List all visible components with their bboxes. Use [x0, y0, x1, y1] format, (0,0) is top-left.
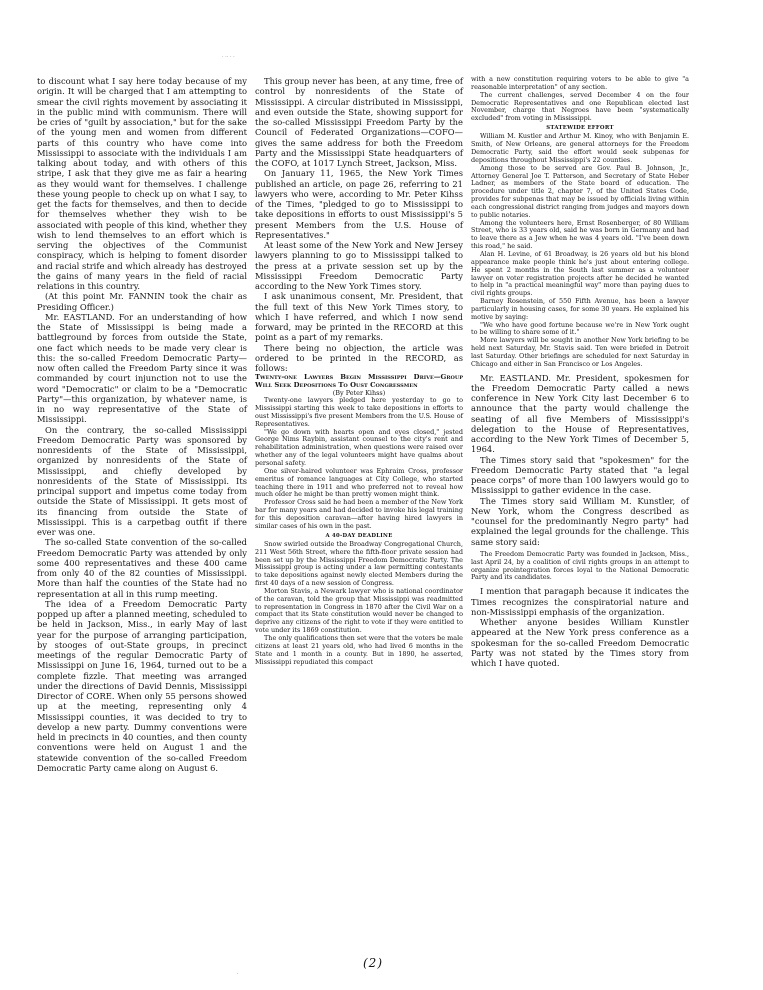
article-subhead: A 40-DAY DEADLINE: [325, 532, 393, 539]
scan-mark-bottom: ·: [237, 971, 239, 977]
paragraph: Among those to be served are Gov. Paul B. Johnson, Jr., Attorney General Joe T. Patterson, and Secretary of State Heber Ladner, as members of the State board of education. The procedure under title 2, chapter 7, of the United States Code, provides for subpenas that may be issued by officials living within each congressional district ranging from judges and mayors down to public notaries.: [471, 163, 689, 219]
column-3: [471, 76, 689, 668]
column-1: [37, 76, 247, 773]
column-2: [255, 76, 463, 666]
paragraph: The Times story said that "spokesmen" for the Freedom Democratic Party stated that "a legal peace corps" of more than 100 lawyers would go to Mississippi to gather evidence in the case.: [471, 454, 689, 496]
paragraph: Morton Stavis, a Newark lawyer who is national coordinator of the caravan, told the group that Mississippi was readmitted to representation in Congress in 1870 after the Civil War on a compact that its State constitution would never be changed to deprive any citizens of the right to vote if they were entitled to vote under its 1869 constitution.: [255, 586, 463, 635]
paragraph: Among the volunteers here, Ernst Rosenberger, of 80 William Street, who is 33 years old, said he was born in Germany and had to leave there as a Jew when he was 4 years old. "I've been down this road," he said.: [471, 218, 689, 251]
page-number: (2): [363, 956, 383, 970]
paragraph: "We go down with hearts open and eyes closed," jested George Nims Raybin, assistant counsel to the city's rent and rehabilitation administration, when questions were raised over whether any of the legal volunteers might have qualms about personal safety.: [255, 427, 463, 467]
speech-section: [471, 373, 689, 547]
inserted-article: [255, 373, 463, 666]
paragraph: Twenty-one lawyers pledged here yesterday to go to Mississippi starting this week to take depositions in efforts to oust Mississippi's five present Members from the U.S. House of Representatives.: [255, 396, 463, 428]
paragraph: Whether anyone besides William Kunstler appeared at the New York press conference as a spokesman for the so-called Freedom Democratic Party was not stated by the Times story from which I have quoted.: [471, 617, 689, 669]
paragraph: Mr. EASTLAND. For an understanding of how the State of Mississippi is being made a battleground by forces from outside the State, one fact which needs to be made very clear is this: the so-called Freedom Democratic Party—now often called the Freedom Party since it was commanded by court injunction not to use the word "Democratic" or claim to be a "Democratic Party"—this organization, by whatever name, is in no way representative of the State of Mississippi.: [37, 311, 247, 425]
quoted-passage: [471, 551, 689, 582]
article-subhead: STATEWIDE EFFORT: [546, 125, 614, 132]
paragraph: The idea of a Freedom Democratic Party popped up after a planned meeting, scheduled to be held in Jackson, Miss., in early May of last year for the purpose of arranging participation, by stooges of out-State groups, in precinct meetings of the regular Democratic Party of Mississippi on June 16, 1964, turned out to be a complete fizzle. That meeting was arranged under the directions of David Dennis, Mississippi Director of CORE. When only 55 persons showed up at the meeting, representing only 4 Mississippi counties, it was decided to try to develop a new party. Dummy conventions were held in precincts in 40 counties, and then county conventions were held on August 1 and the statewide convention of the so-called Freedom Democratic Party came along on August 6.: [37, 598, 247, 773]
paragraph: I ask unanimous consent, Mr. President, that the full text of this New York Times story, to which I have referred, and which I now send forward, may be printed in the RECORD at this point as a part of my remarks.: [255, 291, 463, 343]
paragraph: At least some of the New York and New Jersey lawyers planning to go to Mississippi talked to the press at a private session set up by the Mississippi Freedom Democratic Party according to the New York Times story.: [255, 240, 463, 291]
paragraph: Mr. EASTLAND. Mr. President, spokesmen for the Freedom Democratic Party called a news conference in New York City last December 6 to announce that the party would challenge the seating of all five Members of Mississippi's delegation to the House of Representatives, according to the New York Times of December 5, 1964.: [471, 372, 689, 455]
paragraph: "We who have good fortune because we're in New York ought to be willing to share some of it.": [471, 320, 689, 337]
speech-section: [255, 76, 463, 373]
paragraph: This group never has been, at any time, free of control by nonresidents of the State of Mississippi. A circular distributed in Mississippi, and even outside the State, showing support for the so-called Mississippi Freedom Party by the Council of Federated Organizations—COFO—gives the same address for both the Freedom Party and the Mississippi State headquarters of the COFO, at 1017 Lynch Street, Jackson, Miss.: [255, 76, 463, 168]
article-headline: Twenty-one Lawyers Begin Mississippi Drive—Group Will Seek Depositions To Oust Congressmen: [255, 373, 463, 390]
paragraph: On the contrary, the so-called Mississippi Freedom Democratic Party was sponsored by nonresidents of the State of Mississippi, organized by nonresidents of the State of Mississippi, and chiefly developed by nonresidents of the State of Mississippi. Its principal support and impetus come today from outside the State of Mississippi. It gets most of its financing from outside the State of Mississippi. This is a carpetbag outfit if there ever was one.: [37, 424, 247, 537]
paragraph: Snow swirled outside the Broadway Congregational Church, 211 West 56th Street, where the fifth-floor private session had been set up by the Mississippi Freedom Democratic Party. The Mississippi group is acting under a law permitting contestants to take depositions against newly elected Members during the first 40 days of a new session of Congress.: [255, 539, 463, 588]
article-byline: (By Peter Kihss): [332, 389, 386, 398]
speech-section: [471, 586, 689, 668]
paragraph: On January 11, 1965, the New York Times published an article, on page 26, referring to 21 lawyers who were, according to Mr. Peter Kihss of the Times, "pledged to go to Mississippi to take depositions in efforts to oust Mississippi's 5 present Members from the U.S. House of Representatives.": [255, 168, 463, 240]
paragraph: The current challenges, served December 4 on the four Democratic Representatives and one Republican elected last November, charge that Negroes have been "systematically excluded" from voting in Mississippi.: [471, 90, 689, 123]
article-continuation: [471, 76, 689, 369]
paragraph: (At this point Mr. FANNIN took the chair as Presiding Officer.): [37, 291, 247, 312]
paragraph: The Times story said William M. Kunstler, of New York, whom the Congress described as "counsel for the predominantly Negro party" had explained the legal grounds for the challenge. This same story said:: [471, 495, 689, 547]
paragraph: Barney Rosenstein, of 550 Fifth Avenue, has been a lawyer particularly in housing cases, for some 30 years. He explained his motive by saying:: [471, 297, 689, 321]
scan-mark-top: · ·· · ·: [222, 54, 235, 60]
paragraph: The so-called State convention of the so-called Freedom Democratic Party was attended by only some 400 representatives and these 400 came from only 40 of the 82 counties of Mississippi. More than half the counties of the State had no representation at all in this rump meeting.: [37, 537, 247, 599]
paragraph: to discount what I say here today because of my origin. It will be charged that I am attempting to smear the civil rights movement by associating it in the public mind with communism. There will be cries of "guilt by association," but for the sake of the young men and women from different parts of this country who have come into Mississippi to associate with the individuals I am talking about today, and with others of this stripe, I ask that they give me as fair a hearing as they would want for themselves. I challenge these young people to check up on what I say, to get the facts for themselves, and then to decide for themselves whether they wish to be associated with people of this kind, whether they wish to lend themselves to an effort which is serving the objectives of the Communist conspiracy, which is helping to foment disorder and racial strife and which already has destroyed the gains of many years in the field of racial relations in this country.: [37, 76, 247, 291]
paragraph: One silver-haired volunteer was Ephraim Cross, professor emeritus of romance languages at City College, who started teaching there in 1911 and who preferred not to reveal how much older he might be than pretty women might think.: [255, 466, 463, 499]
paragraph: More lawyers will be sought in another New York briefing to be held next Saturday, Mr. Stavis said. Ten were briefed in Detroit last Saturday. Other briefings are scheduled for next Saturday in Chicago and either in San Francisco or Los Angeles.: [471, 336, 689, 368]
paragraph: with a new constitution requiring voters to be able to give "a reasonable interpretation" of any section.: [471, 75, 689, 91]
quote-paragraph: The Freedom Democratic Party was founded in Jackson, Miss., last April 24, by a coalition of civil rights groups in an attempt to organize prointegration forces loyal to the National Democratic Party and its candidates.: [471, 549, 689, 582]
paragraph: Professor Cross said he had been a member of the New York bar for many years and had decided to invoke his legal training for this deposition caravan—after having hired lawyers in similar cases of his own in the past.: [255, 498, 463, 530]
paragraph: William M. Kustler and Arthur M. Kinoy, who with Benjamin E. Smith, of New Orleans, are general attorneys for the Freedom Democratic Party, said the effort would seek subpenas for depositions throughout Mississippi's 22 counties.: [471, 132, 689, 164]
paragraph: I mention that paragaph because it indicates the Times recognizes the conspiratorial nature and non-Mississippi emphasis of the organization.: [471, 586, 689, 617]
paragraph: Alan H. Levine, of 61 Broadway, is 26 years old but his blond appearance make people think he's just about entering college. He spent 2 months in the South last summer as a volunteer lawyer on voter registration projects after he decided he wanted to help in "a practical meaningful way" more than paying dues to civil rights groups.: [471, 250, 689, 298]
paragraph: The only qualifications then set were that the voters be male citizens at least 21 years old, who had lived 6 months in the State and 1 month in a county. But in 1890, he asserted, Mississippi repudiated this compact: [255, 634, 463, 666]
paragraph: There being no objection, the article was ordered to be printed in the RECORD, as follows:: [255, 342, 463, 373]
